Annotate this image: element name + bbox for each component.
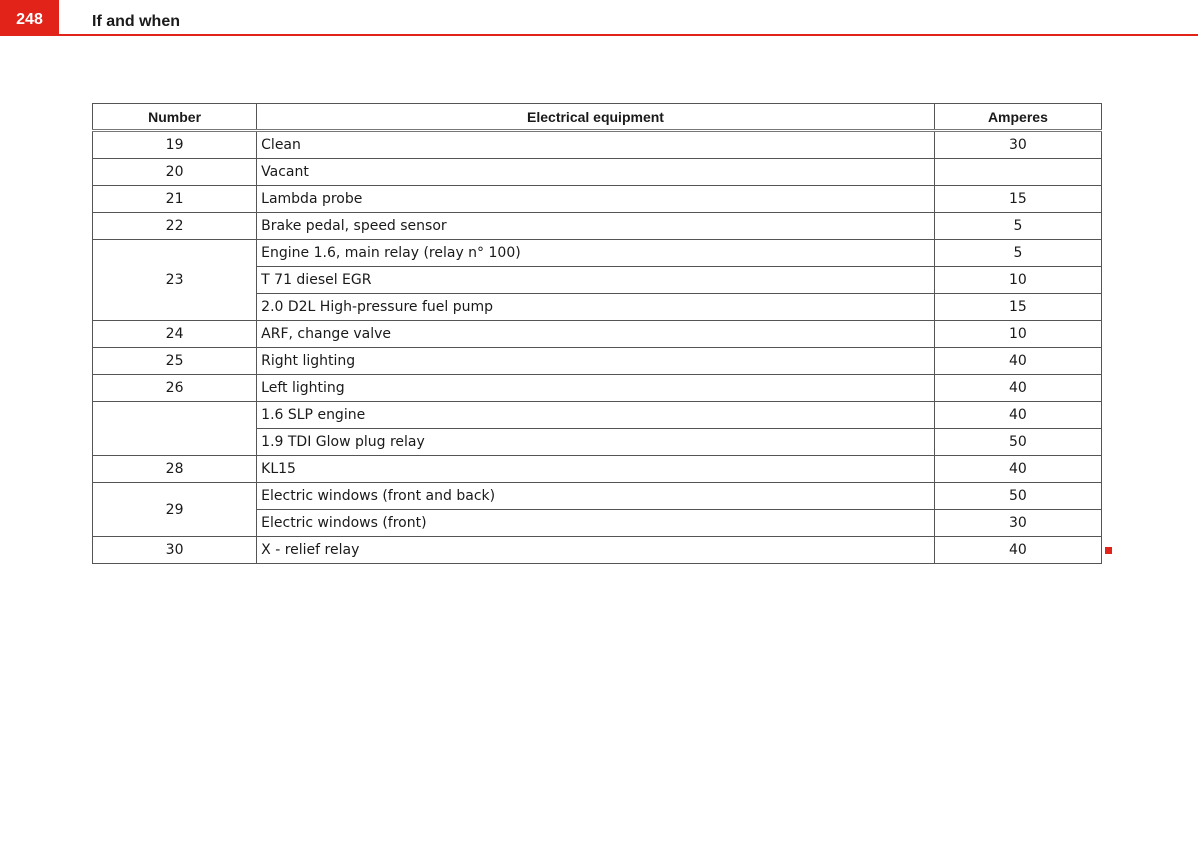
fuse-number-cell: 21 — [93, 186, 257, 213]
amperes-cell: 15 — [934, 294, 1101, 321]
fuse-number-cell: 24 — [93, 321, 257, 348]
amperes-cell: 40 — [934, 375, 1101, 402]
equipment-cell: 1.9 TDI Glow plug relay — [257, 429, 935, 456]
equipment-cell: Right lighting — [257, 348, 935, 375]
amperes-cell: 40 — [934, 402, 1101, 429]
fuse-number-cell: 29 — [93, 483, 257, 537]
equipment-cell: Vacant — [257, 159, 935, 186]
equipment-cell: T 71 diesel EGR — [257, 267, 935, 294]
amperes-cell — [934, 159, 1101, 186]
amperes-cell: 10 — [934, 267, 1101, 294]
equipment-cell: KL15 — [257, 456, 935, 483]
fuse-number-cell: 23 — [93, 240, 257, 321]
fuse-number-cell: 22 — [93, 213, 257, 240]
table-row — [93, 131, 1102, 159]
table-row — [93, 402, 1102, 429]
equipment-cell: Left lighting — [257, 375, 935, 402]
equipment-cell: X - relief relay — [257, 537, 935, 564]
equipment-cell: Engine 1.6, main relay (relay n° 100) — [257, 240, 935, 267]
fuse-number-cell: 25 — [93, 348, 257, 375]
amperes-cell: 50 — [934, 483, 1101, 510]
header-rule — [0, 34, 1198, 36]
fuse-number-cell: 20 — [93, 159, 257, 186]
equipment-cell: Clean — [257, 131, 935, 159]
table-row — [93, 348, 1102, 375]
page-header — [0, 0, 1200, 38]
section-title: If and when — [92, 13, 180, 30]
fuse-number-cell: 19 — [93, 131, 257, 159]
amperes-cell: 30 — [934, 510, 1101, 537]
fuse-number-cell: 28 — [93, 456, 257, 483]
equipment-cell: Brake pedal, speed sensor — [257, 213, 935, 240]
table-body — [93, 131, 1102, 564]
table-row — [93, 213, 1102, 240]
fuse-number-cell — [93, 402, 257, 456]
amperes-cell: 10 — [934, 321, 1101, 348]
amperes-cell: 15 — [934, 186, 1101, 213]
table-row — [93, 240, 1102, 267]
amperes-cell: 30 — [934, 131, 1101, 159]
equipment-cell: Lambda probe — [257, 186, 935, 213]
amperes-cell: 5 — [934, 240, 1101, 267]
table-header-row — [93, 104, 1102, 131]
table-row — [93, 186, 1102, 213]
fuse-number-cell: 30 — [93, 537, 257, 564]
equipment-cell: Electric windows (front and back) — [257, 483, 935, 510]
table-row — [93, 537, 1102, 564]
amperes-cell: 5 — [934, 213, 1101, 240]
column-header-equipment: Electrical equipment — [257, 104, 935, 131]
table-row — [93, 159, 1102, 186]
amperes-cell: 40 — [934, 537, 1101, 564]
end-of-section-marker — [1105, 547, 1112, 554]
fuse-table — [92, 103, 1102, 564]
table-row — [93, 483, 1102, 510]
amperes-cell: 50 — [934, 429, 1101, 456]
equipment-cell: ARF, change valve — [257, 321, 935, 348]
amperes-cell: 40 — [934, 348, 1101, 375]
column-header-amperes: Amperes — [934, 104, 1101, 131]
amperes-cell: 40 — [934, 456, 1101, 483]
column-header-number: Number — [93, 104, 257, 131]
table-row — [93, 375, 1102, 402]
equipment-cell: 1.6 SLP engine — [257, 402, 935, 429]
table-row — [93, 321, 1102, 348]
page-number: 248 — [0, 0, 59, 36]
fuse-number-cell: 26 — [93, 375, 257, 402]
equipment-cell: Electric windows (front) — [257, 510, 935, 537]
table-row — [93, 456, 1102, 483]
equipment-cell: 2.0 D2L High-pressure fuel pump — [257, 294, 935, 321]
